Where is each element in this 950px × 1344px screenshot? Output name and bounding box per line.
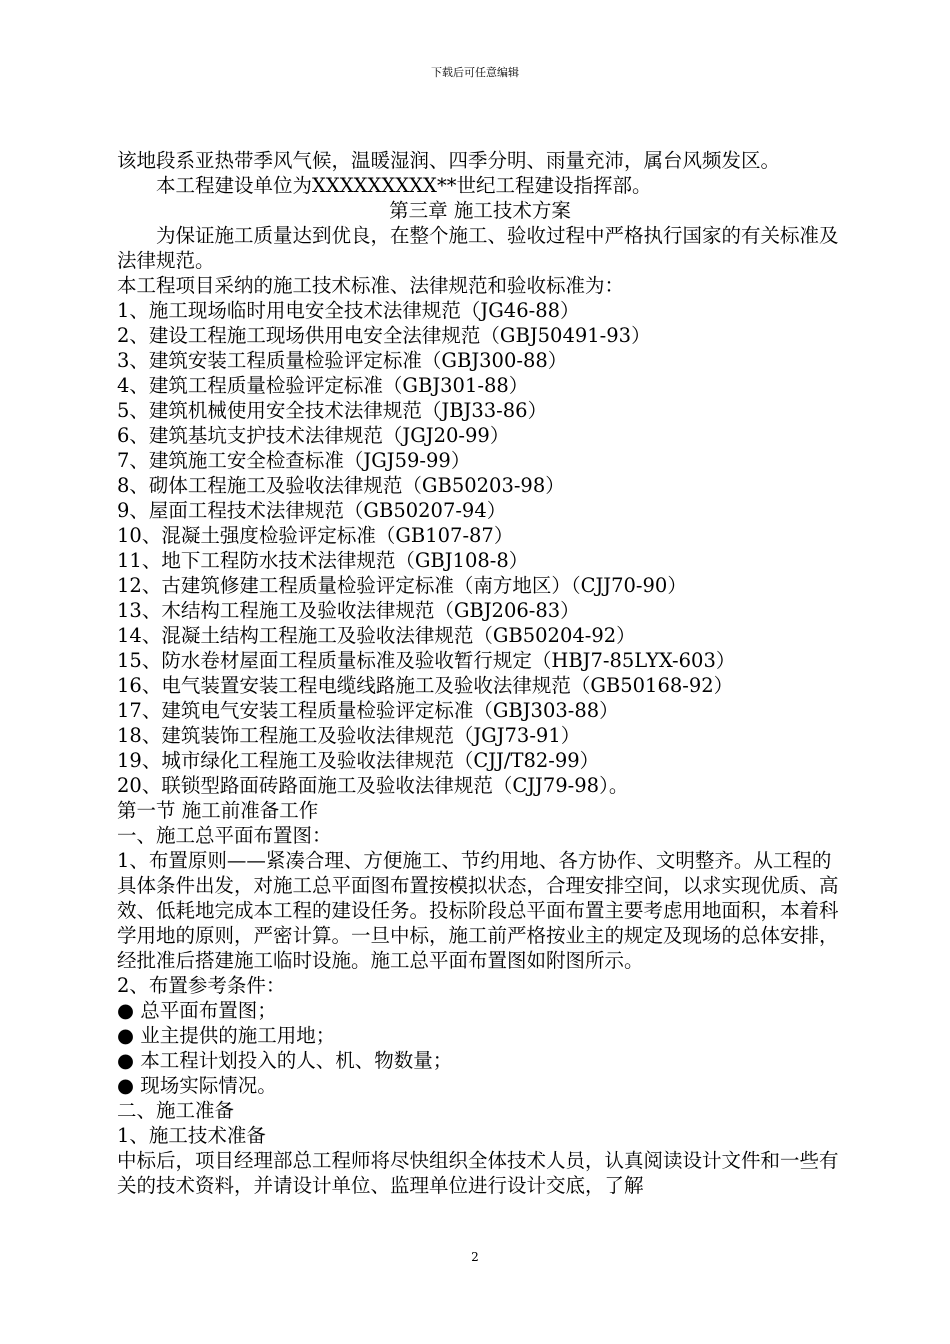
document-body	[117, 148, 843, 1198]
reference-bullet-list	[117, 998, 843, 1098]
list-item: 12、古建筑修建工程质量检验评定标准（南方地区）（CJJ70-90）	[117, 574, 687, 597]
list-item: 5、建筑机械使用安全技术法律规范（JBJ33-86）	[117, 399, 548, 422]
list-item: 2、建设工程施工现场供用电安全法律规范（GBJ50491-93）	[117, 324, 651, 347]
chapter-title: 第三章 施工技术方案	[389, 199, 571, 222]
list-item: 8、砌体工程施工及验收法律规范（GB50203-98）	[117, 474, 565, 497]
page-number: 2	[471, 1250, 479, 1264]
list-item: 16、电气装置安装工程电缆线路施工及验收法律规范（GB50168-92）	[117, 674, 734, 697]
tech-prep-paragraph: 中标后，项目经理部总工程师将尽快组织全体技术人员，认真阅读设计文件和一些有关的技术资料，并请设计单位、监理单位进行设计交底，了解	[117, 1149, 839, 1197]
list-item: 7、建筑施工安全检查标准（JGJ59-99）	[117, 449, 471, 472]
standards-list	[117, 298, 843, 798]
list-item: 15、防水卷材屋面工程质量标准及验收暂行规定（HBJ7-85LYX-603）	[117, 649, 736, 672]
quality-statement-paragraph: 为保证施工质量达到优良，在整个施工、验收过程中严格执行国家的有关标准及法律规范。	[117, 224, 839, 272]
principle-paragraph: 1、布置原则——紧凑合理、方便施工、节约用地、各方协作、文明整齐。从工程的具体条件出发，对施工总平面图布置按模拟状态，合理安排空间，以求实现优质、高效、低耗地完成本工程的建设任务。投标阶段总平面布置主要考虑用地面积，本着科学用地的原则，严密计算。一旦中标，施工前严格按业主的规定及现场的总体安排，经批准后搭建施工临时设施。施工总平面布置图如附图所示。	[117, 849, 839, 972]
header-note: 下载后可任意编辑	[431, 66, 519, 79]
list-item: 3、建筑安装工程质量检验评定标准（GBJ300-88）	[117, 349, 568, 372]
section-title: 第一节 施工前准备工作	[117, 799, 319, 822]
list-item: 18、建筑装饰工程施工及验收法律规范（JGJ73-91）	[117, 724, 581, 747]
reference-title: 2、布置参考条件：	[117, 974, 286, 997]
list-item: 17、建筑电气安装工程质量检验评定标准（GBJ303-88）	[117, 699, 619, 722]
intro-climate-paragraph: 该地段系亚热带季风气候，温暖湿润、四季分明、雨量充沛，属台风频发区。	[117, 149, 781, 172]
list-item: ● 业主提供的施工用地；	[117, 1024, 336, 1047]
list-item: 6、建筑基坑支护技术法律规范（JGJ20-99）	[117, 424, 510, 447]
list-item: 10、混凝土强度检验评定标准（GB107-87）	[117, 524, 514, 547]
list-item: 4、建筑工程质量检验评定标准（GBJ301-88）	[117, 374, 529, 397]
list-item: 20、联锁型路面砖路面施工及验收法律规范（CJJ79-98）。	[117, 774, 629, 797]
list-item: ● 现场实际情况。	[117, 1074, 277, 1097]
standards-intro: 本工程项目采纳的施工技术标准、法律规范和验收标准为：	[117, 274, 625, 297]
list-item: 9、屋面工程技术法律规范（GB50207-94）	[117, 499, 507, 522]
tech-prep-title: 1、施工技术准备	[117, 1124, 266, 1147]
list-item: 19、城市绿化工程施工及验收法律规范（CJJ/T82-99）	[117, 749, 600, 772]
list-item: 14、混凝土结构工程施工及验收法律规范（GB50204-92）	[117, 624, 636, 647]
list-item: 11、地下工程防水技术法律规范（GBJ108-8）	[117, 549, 529, 572]
intro-owner-paragraph: 本工程建设单位为XXXXXXXXX**世纪工程建设指挥部。	[156, 174, 652, 197]
subsection-title: 二、施工准备	[117, 1099, 235, 1122]
list-item: 1、施工现场临时用电安全技术法律规范（JG46-88）	[117, 299, 580, 322]
list-item: ● 本工程计划投入的人、机、物数量；	[117, 1049, 453, 1072]
subsection-title: 一、施工总平面布置图：	[117, 824, 332, 847]
list-item: 13、木结构工程施工及验收法律规范（GBJ206-83）	[117, 599, 580, 622]
list-item: ● 总平面布置图；	[117, 999, 277, 1022]
